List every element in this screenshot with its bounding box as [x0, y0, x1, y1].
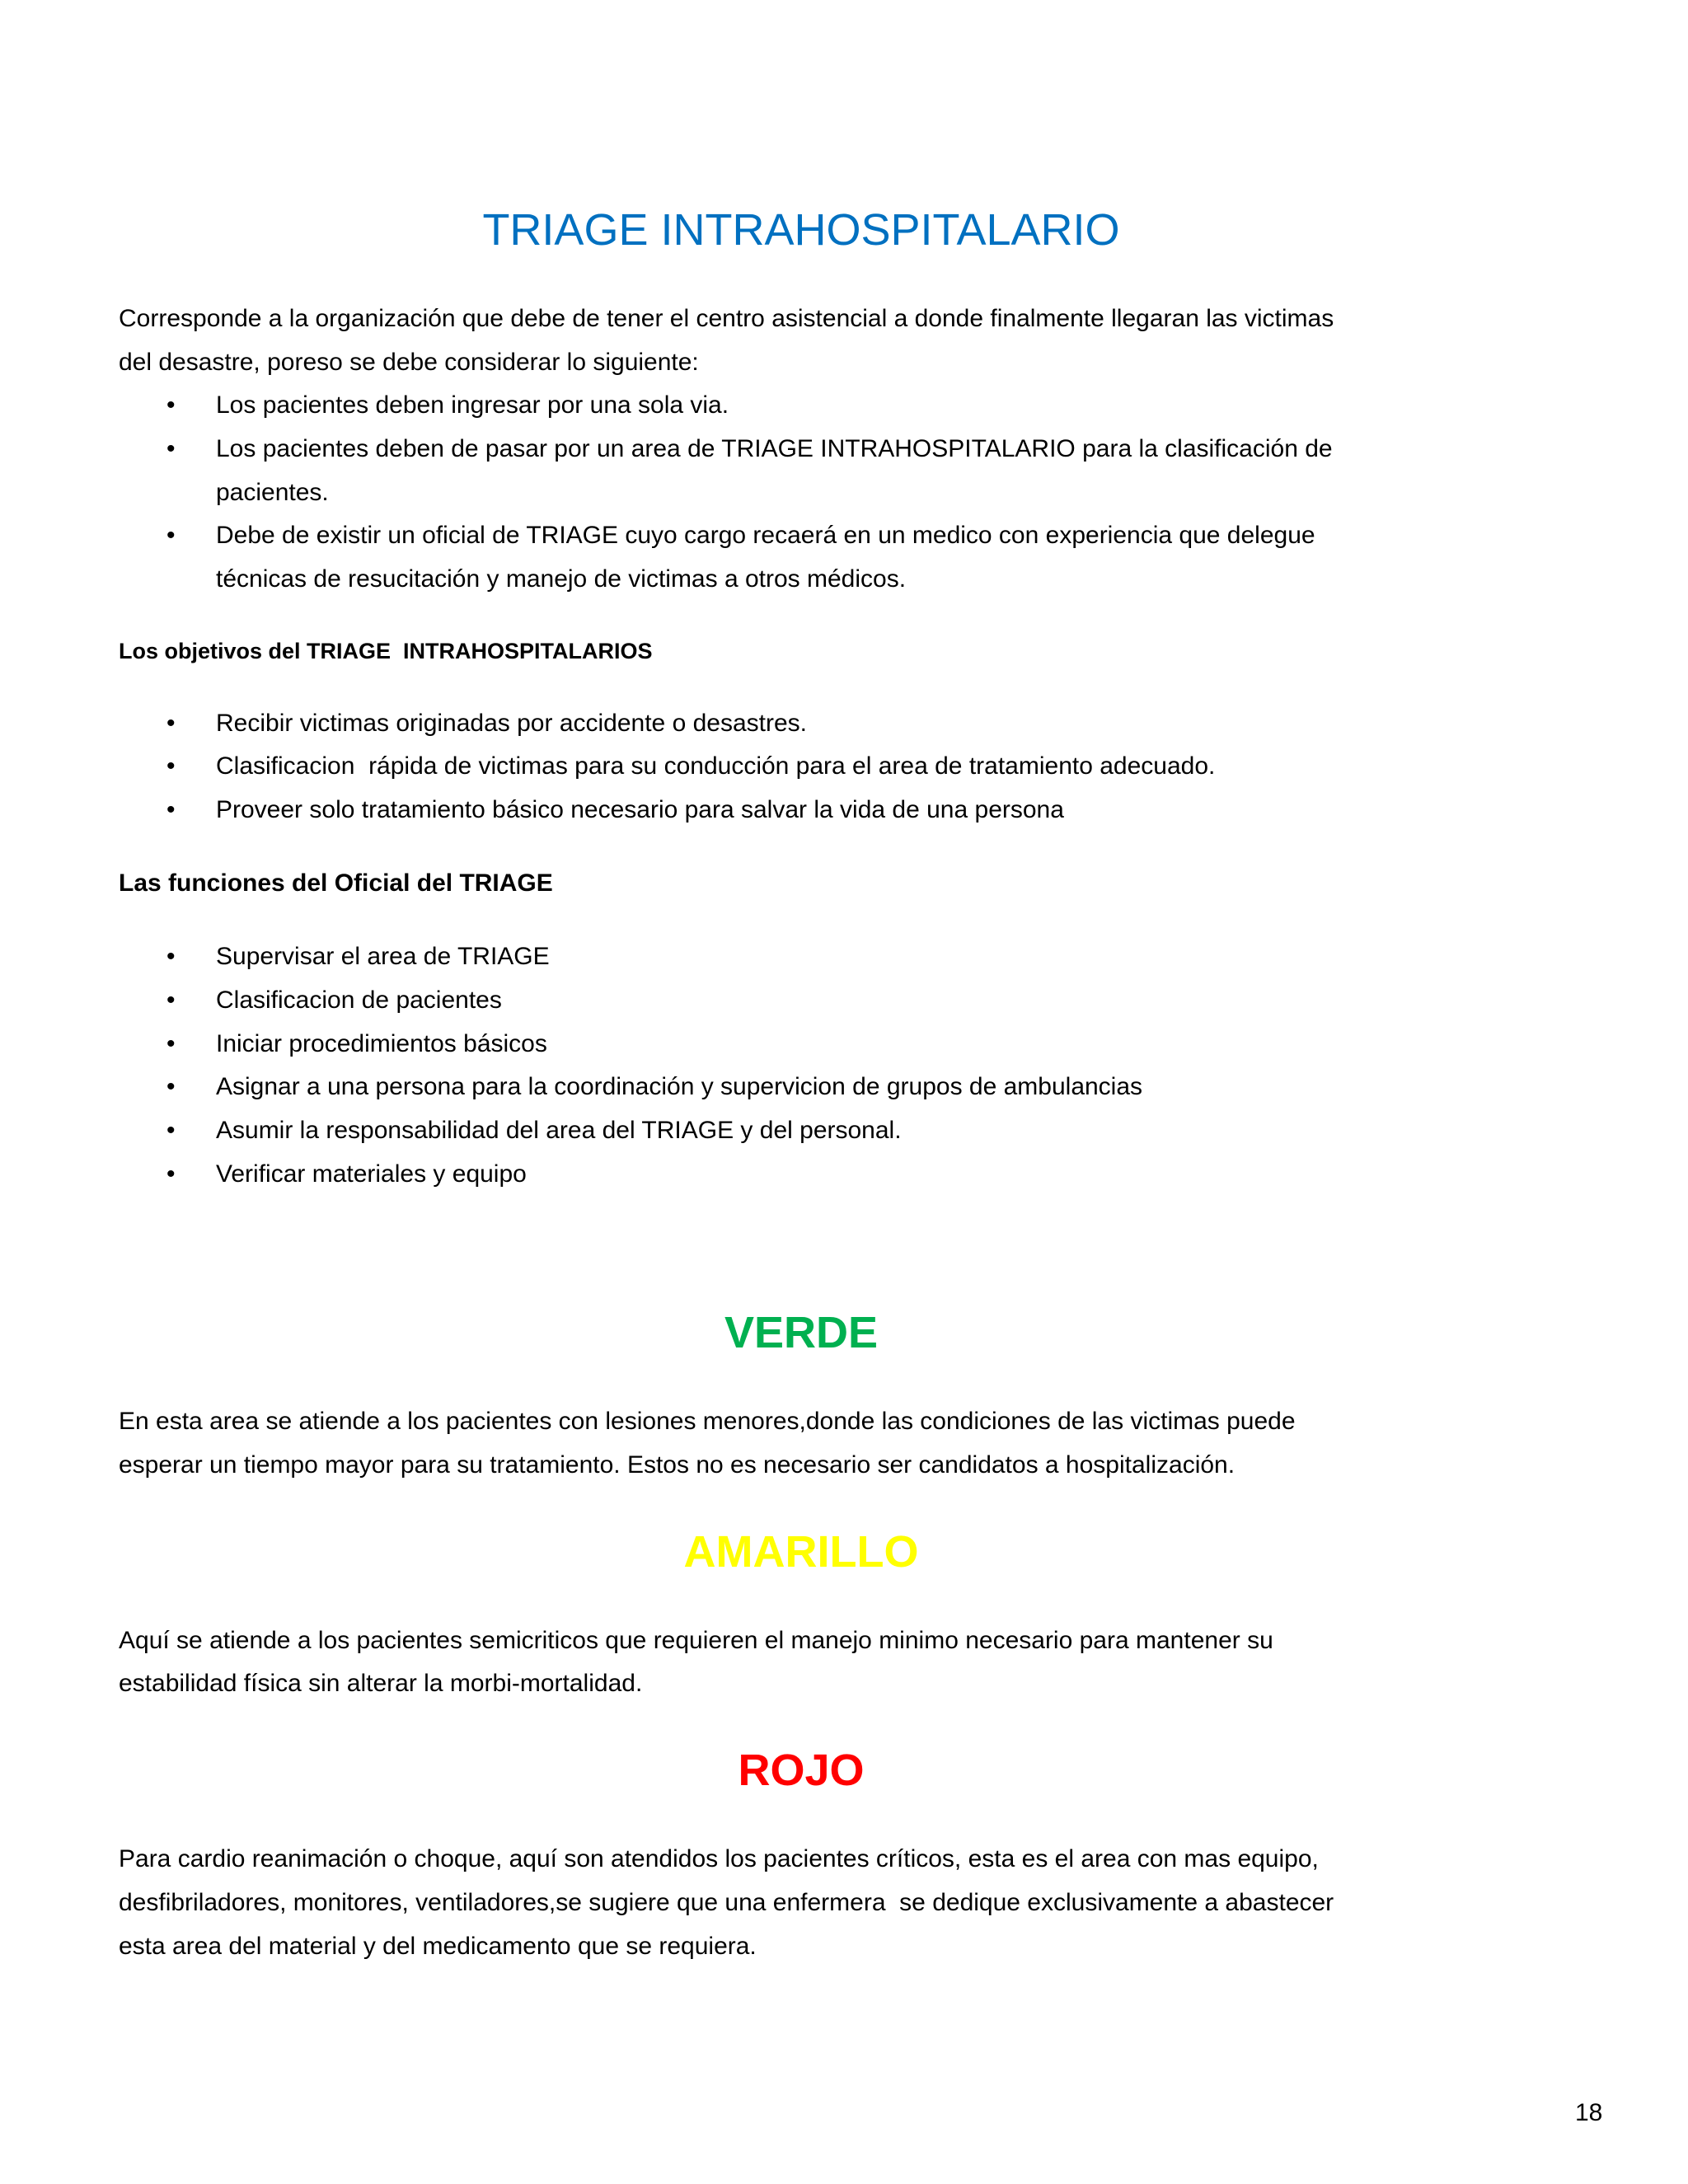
text-line: Para cardio reanimación o choque, aquí son atendidos los pacientes críticos, esta es el area con mas equipo,	[119, 1845, 1319, 1873]
page-content	[119, 201, 1484, 1968]
bullet-icon	[166, 1023, 176, 1066]
bullet-icon	[166, 514, 176, 558]
bullet-icon	[166, 979, 176, 1023]
functions-list	[119, 935, 1484, 1196]
list-item	[119, 384, 1484, 428]
objectives-list	[119, 702, 1484, 832]
bullet-icon	[166, 428, 176, 471]
bullet-icon	[166, 745, 176, 789]
list-item	[119, 745, 1484, 789]
text-line: Recibir victimas originadas por accidente o desastres.	[216, 709, 807, 737]
bullet-icon	[166, 935, 176, 979]
page-title: TRIAGE INTRAHOSPITALARIO	[482, 205, 1120, 255]
text-line: Verificar materiales y equipo	[216, 1160, 527, 1188]
text-line: Proveer solo tratamiento básico necesario para salvar la vida de una persona	[216, 795, 1064, 823]
list-item	[119, 1066, 1484, 1109]
functions-heading: Las funciones del Oficial del TRIAGE	[119, 869, 553, 897]
bullet-icon	[166, 1066, 176, 1109]
text-line: En esta area se atiende a los pacientes con lesiones menores,donde las condiciones de las victimas puede	[119, 1408, 1296, 1436]
text-line: pacientes.	[216, 478, 329, 506]
text-line: esta area del material y del medicamento que se requiera.	[119, 1932, 757, 1960]
text-line: Los pacientes deben de pasar por un area de TRIAGE INTRAHOSPITALARIO para la clasificación de	[216, 435, 1333, 463]
bullet-icon	[166, 384, 176, 428]
list-item	[119, 1153, 1484, 1197]
page-number: 18	[1575, 2099, 1603, 2126]
bullet-icon	[166, 1153, 176, 1197]
list-item	[119, 1109, 1484, 1153]
text-line: Debe de existir un oficial de TRIAGE cuyo cargo recaerá en un medico con experiencia que delegue	[216, 522, 1315, 550]
text-line: estabilidad física sin alterar la morbi-mortalidad.	[119, 1670, 643, 1698]
text-line: Los pacientes deben ingresar por una sola via.	[216, 391, 729, 419]
list-item	[119, 789, 1484, 832]
objectives-heading: Los objetivos del TRIAGE INTRAHOSPITALARIOS	[119, 638, 653, 663]
text-line: del desastre, poreso se debe considerar lo siguiente:	[119, 348, 699, 376]
text-line: Aquí se atiende a los pacientes semicriticos que requieren el manejo minimo necesario para mantener su	[119, 1626, 1273, 1654]
bullet-icon	[166, 789, 176, 832]
zone-description-amarillo	[119, 1619, 1484, 1706]
list-item	[119, 935, 1484, 979]
text-line: Corresponde a la organización que debe de tener el centro asistencial a donde finalmente llegaran las victimas	[119, 305, 1334, 332]
text-line: Asignar a una persona para la coordinación y supervicion de grupos de ambulancias	[216, 1073, 1143, 1101]
text-line: Iniciar procedimientos básicos	[216, 1029, 547, 1057]
zone-heading-verde: VERDE	[724, 1308, 879, 1358]
bullet-icon	[166, 1109, 176, 1153]
zone-heading-amarillo: AMARILLO	[683, 1526, 919, 1577]
text-line: Supervisar el area de TRIAGE	[216, 943, 550, 971]
zone-description-verde	[119, 1400, 1484, 1487]
text-line: técnicas de resucitación y manejo de victimas a otros médicos.	[216, 565, 907, 593]
intro-bullet-list	[119, 384, 1484, 601]
bullet-icon	[166, 702, 176, 746]
text-line: esperar un tiempo mayor para su tratamiento. Estos no es necesario ser candidatos a hospitalización.	[119, 1451, 1236, 1479]
list-item	[119, 428, 1484, 514]
text-line: Clasificacion rápida de victimas para su conducción para el area de tratamiento adecuado.	[216, 752, 1216, 780]
text-line: desfibriladores, monitores, ventiladores,se sugiere que una enfermera se dedique exclusivamente a abastecer	[119, 1888, 1334, 1916]
list-item	[119, 702, 1484, 746]
zone-description-rojo	[119, 1838, 1484, 1968]
zone-heading-rojo: ROJO	[738, 1746, 865, 1796]
list-item	[119, 514, 1484, 601]
intro-paragraph	[119, 298, 1484, 384]
text-line: Clasificacion de pacientes	[216, 986, 502, 1014]
text-line: Asumir la responsabilidad del area del TRIAGE y del personal.	[216, 1117, 902, 1144]
list-item	[119, 979, 1484, 1023]
list-item	[119, 1023, 1484, 1066]
